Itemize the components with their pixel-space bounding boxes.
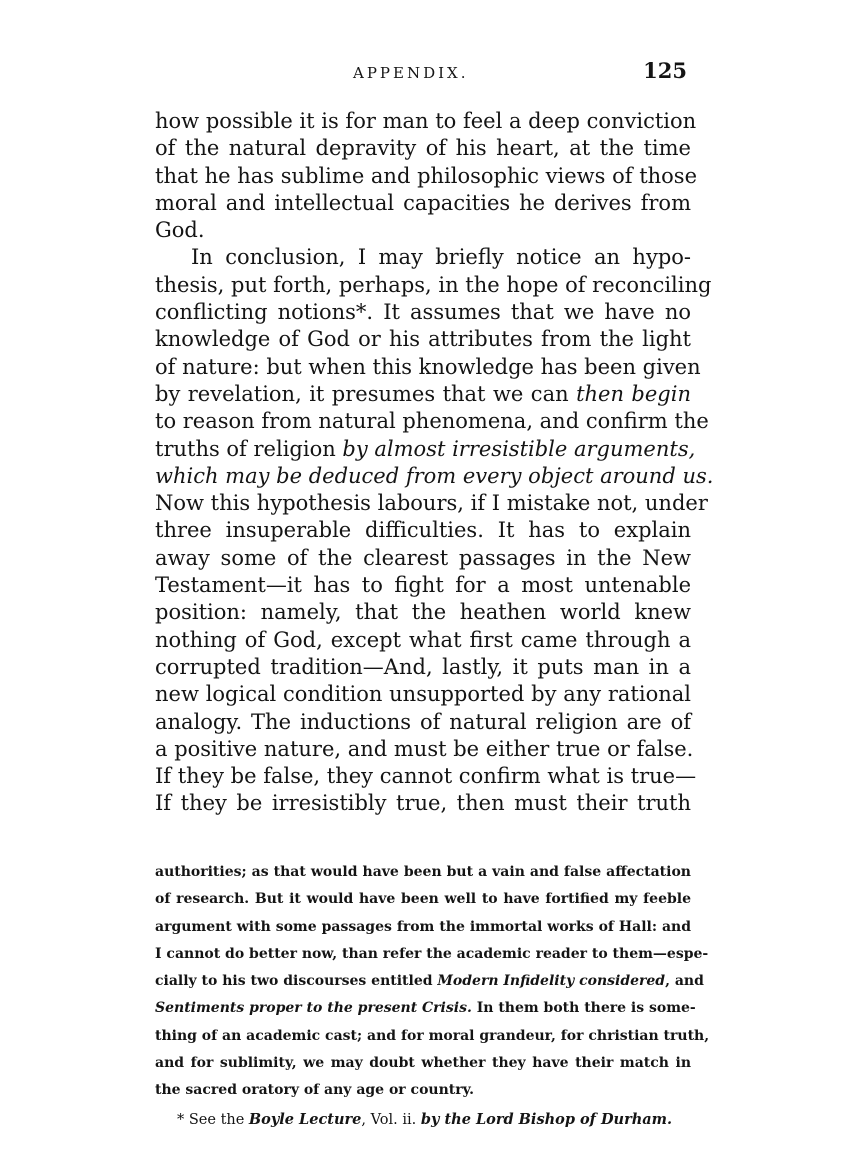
text-line: of the natural depravity of his heart, at the time bbox=[155, 136, 691, 161]
text-line: a positive nature, and must be either true or false. bbox=[155, 736, 694, 761]
text-line: conflicting notions*. It assumes that we have no bbox=[155, 300, 691, 325]
text-line: three insuperable difficulties. It has to explain bbox=[155, 518, 691, 543]
italic-text: Boyle Lecture bbox=[248, 1110, 362, 1128]
footnote-line: argument with some passages from the immortal works of Hall: and bbox=[155, 918, 691, 935]
text-segment: by revelation, it presumes that we can bbox=[155, 381, 577, 406]
text-line: nothing of God, except what first came through a bbox=[155, 627, 691, 652]
text-segment: In them both there is some- bbox=[471, 1000, 696, 1017]
italic-text: by the Lord Bishop of Durham. bbox=[420, 1110, 673, 1128]
text-line: If they be irresistibly true, then must their truth bbox=[155, 791, 691, 816]
italic-text-line: which may be deduced from every object around us. bbox=[155, 463, 714, 488]
footnote-line: the sacred oratory of any age or country. bbox=[155, 1082, 475, 1099]
italic-text: then begin bbox=[576, 381, 691, 406]
text-line: moral and intellectual capacities he derives from bbox=[155, 190, 691, 215]
text-line: how possible it is for man to feel a deep conviction bbox=[155, 109, 697, 133]
page-number: 125 bbox=[643, 58, 687, 83]
italic-text: Sentiments proper to the present Crisis. bbox=[155, 1000, 472, 1017]
footnotes bbox=[155, 862, 710, 1137]
text-line: thesis, put forth, perhaps, in the hope of reconciling bbox=[155, 272, 712, 297]
text-line: that he has sublime and philosophic views of those bbox=[155, 163, 698, 188]
text-line: of nature: but when this knowledge has been given bbox=[155, 354, 701, 379]
text-line: Now this hypothesis labours, if I mistake not, under bbox=[155, 491, 708, 516]
text-line: analogy. The inductions of natural religion are of bbox=[155, 709, 691, 734]
running-head bbox=[155, 58, 695, 88]
text-segment: cially to his two discourses entitled bbox=[155, 973, 438, 990]
text-segment: , Vol. ii. bbox=[361, 1111, 421, 1128]
italic-text: Modern Infidelity considered bbox=[437, 973, 666, 990]
text-line: Testament—it has to fight for a most untenable bbox=[155, 573, 691, 598]
text-line: knowledge of God or his attributes from the light bbox=[155, 327, 691, 352]
italic-text: by almost irresistible arguments, bbox=[342, 436, 696, 461]
text-line bbox=[155, 381, 691, 408]
footnote-line bbox=[155, 971, 704, 998]
running-title: APPENDIX. bbox=[353, 64, 469, 82]
text-line: new logical condition unsupported by any rational bbox=[155, 682, 691, 707]
text-line: position: namely, that the heathen world knew bbox=[155, 600, 691, 625]
text-line: corrupted tradition—And, lastly, it puts man in a bbox=[155, 654, 691, 679]
text-line: away some of the clearest passages in the New bbox=[155, 545, 691, 570]
text-line: If they be false, they cannot confirm what is true— bbox=[155, 764, 697, 789]
text-segment: * See the bbox=[177, 1111, 249, 1128]
main-text bbox=[155, 108, 714, 818]
text-line: In conclusion, I may briefly notice an hypo- bbox=[191, 245, 691, 270]
text-line: God. bbox=[155, 218, 205, 243]
text-line bbox=[155, 436, 696, 463]
footnote-line: and for sublimity, we may doubt whether they have their match in bbox=[155, 1055, 691, 1072]
footnote-line: I cannot do better now, than refer the academic reader to them—espe- bbox=[155, 945, 709, 962]
footnote-line bbox=[155, 998, 696, 1025]
footnote-reference bbox=[155, 1110, 691, 1137]
footnote-line: thing of an academic cast; and for moral grandeur, for christian truth, bbox=[155, 1027, 710, 1044]
footnote-line: authorities; as that would have been but a vain and false affectation bbox=[155, 864, 691, 880]
text-segment: , and bbox=[665, 973, 704, 990]
text-line: to reason from natural phenomena, and confirm the bbox=[155, 409, 709, 434]
text-segment: truths of religion bbox=[155, 436, 343, 461]
footnote-line: of research. But it would have been well to have fortified my feeble bbox=[155, 891, 691, 908]
